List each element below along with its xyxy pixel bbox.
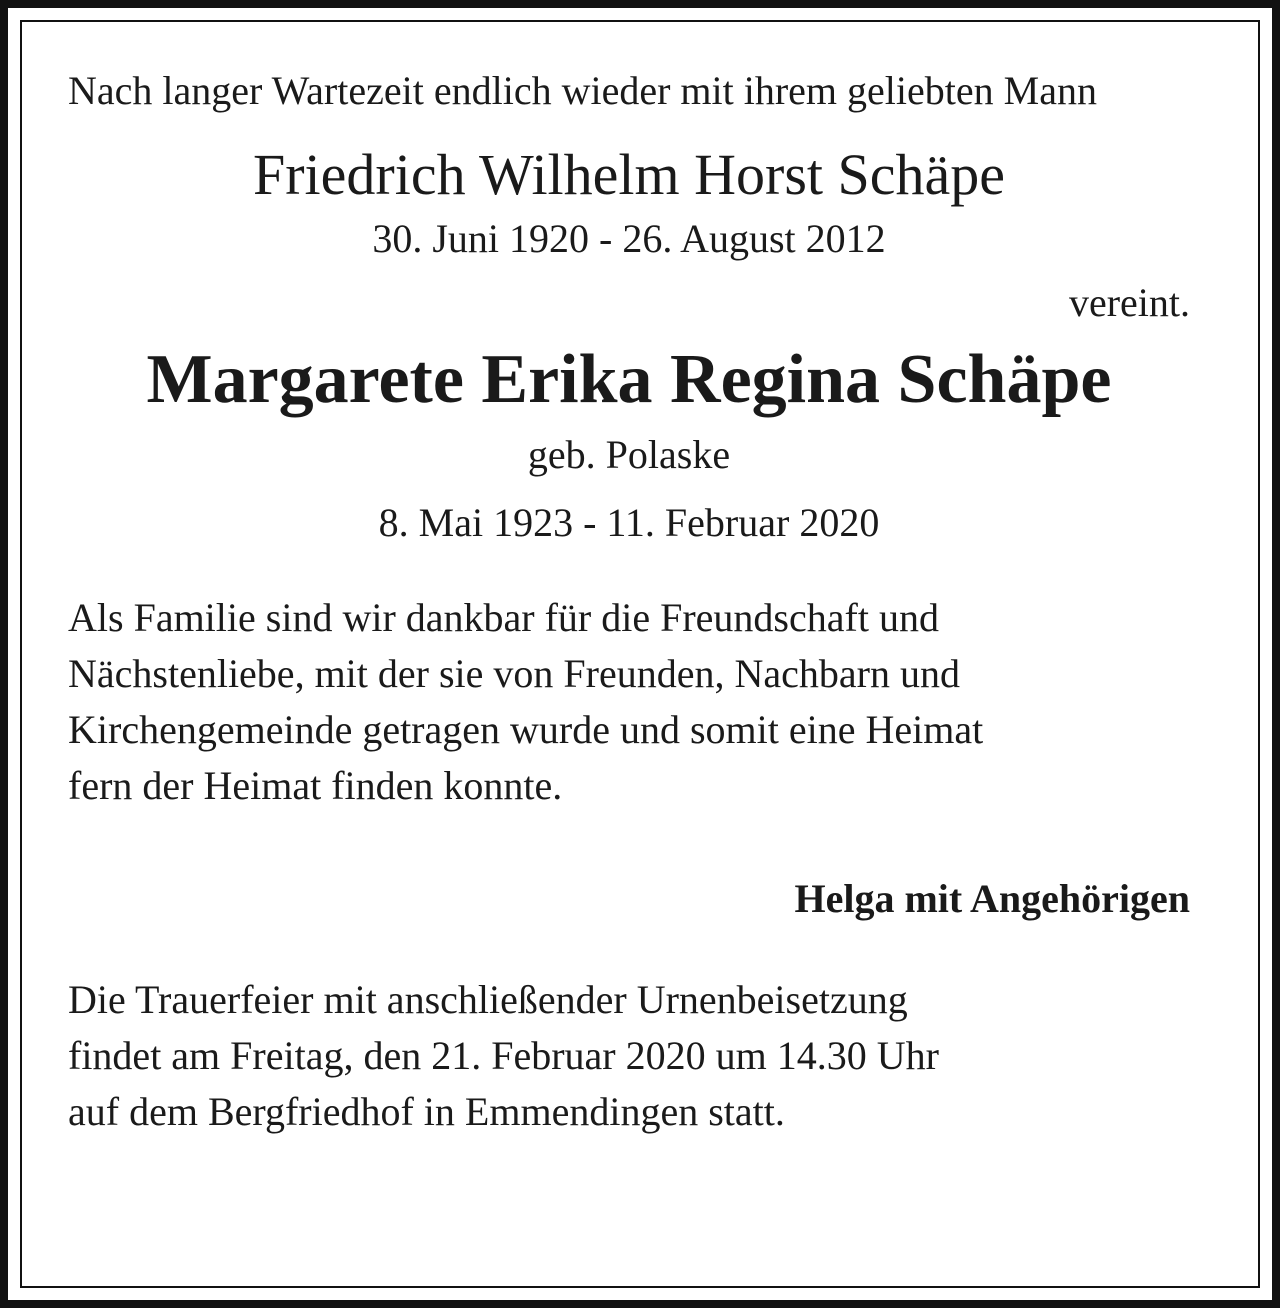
united-text: vereint. xyxy=(1068,280,1190,325)
gratitude-line: fern der Heimat finden konnte. xyxy=(68,763,563,808)
signature: Helga mit Angehörigen xyxy=(794,876,1190,921)
gratitude-line: Nächstenliebe, mit der sie von Freunden, Nachbarn und xyxy=(68,651,960,696)
funeral-line: auf dem Bergfriedhof in Emmendingen statt. xyxy=(68,1089,785,1134)
deceased-dates: 8. Mai 1923 - 11. Februar 2020 xyxy=(378,500,880,545)
intro-text: Nach langer Wartezeit endlich wieder mit ihrem geliebten Mann xyxy=(68,68,1097,113)
funeral-line: Die Trauerfeier mit anschließender Urnenbeisetzung xyxy=(68,977,908,1022)
deceased-name: Margarete Erika Regina Schäpe xyxy=(146,341,1112,418)
maiden-name: geb. Polaske xyxy=(527,432,731,477)
gratitude-paragraph xyxy=(68,590,1190,814)
obituary-notice xyxy=(68,68,1190,1140)
funeral-line: findet am Freitag, den 21. Februar 2020 um 14.30 Uhr xyxy=(68,1033,939,1078)
husband-dates: 30. Juni 1920 - 26. August 2012 xyxy=(372,216,886,261)
funeral-paragraph xyxy=(68,972,1190,1140)
gratitude-line: Als Familie sind wir dankbar für die Freundschaft und xyxy=(68,595,939,640)
husband-name: Friedrich Wilhelm Horst Schäpe xyxy=(252,142,1006,207)
gratitude-line: Kirchengemeinde getragen wurde und somit eine Heimat xyxy=(68,707,984,752)
